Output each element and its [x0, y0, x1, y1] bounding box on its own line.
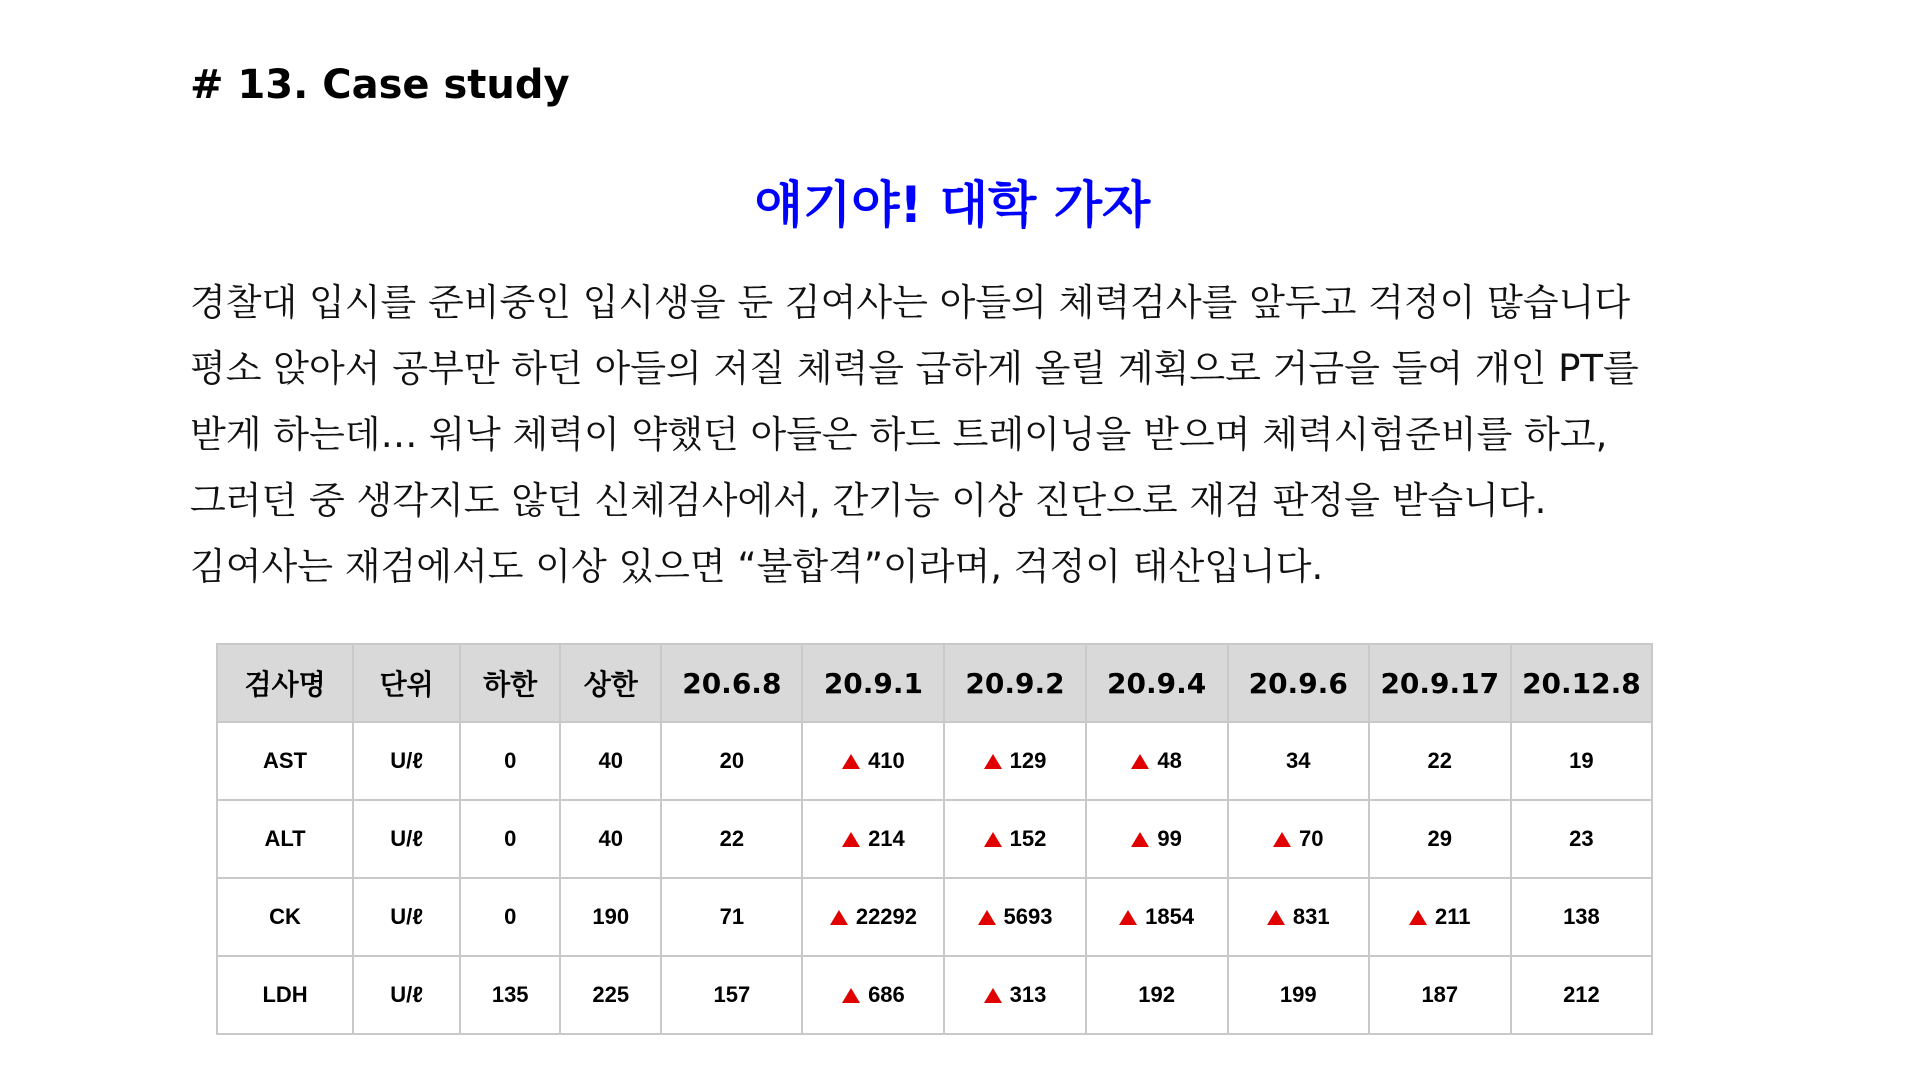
unit-cell: U/ℓ — [353, 956, 460, 1034]
test-name-cell: CK — [217, 878, 353, 956]
result-value: 138 — [1563, 904, 1600, 929]
result-cell — [1086, 800, 1228, 878]
result-cell — [1228, 800, 1369, 878]
triangle-up-icon — [1131, 754, 1149, 769]
result-value: 212 — [1563, 982, 1600, 1007]
result-cell — [1086, 956, 1228, 1034]
result-value: 5693 — [1003, 904, 1053, 929]
result-value: 22 — [1427, 748, 1453, 773]
result-cell — [1228, 722, 1369, 800]
table-header-row — [217, 644, 1652, 722]
result-value: 831 — [1292, 904, 1330, 929]
column-header: 검사명 — [217, 644, 353, 722]
test-name-cell: LDH — [217, 956, 353, 1034]
lower-limit-cell: 135 — [460, 956, 560, 1034]
result-value: 214 — [868, 826, 905, 851]
result-value: 22 — [719, 826, 745, 851]
result-cell — [661, 878, 802, 956]
result-cell — [1511, 956, 1652, 1034]
result-value: 70 — [1298, 826, 1324, 851]
result-cell — [944, 722, 1085, 800]
upper-limit-cell: 40 — [560, 722, 661, 800]
result-cell — [802, 878, 944, 956]
triangle-up-icon — [1119, 910, 1137, 925]
result-value: 48 — [1157, 748, 1182, 773]
column-header: 하한 — [460, 644, 560, 722]
unit-cell: U/ℓ — [353, 722, 460, 800]
column-header: 20.6.8 — [661, 644, 802, 722]
story-line: 경찰대 입시를 준비중인 입시생을 둔 김여사는 아들의 체력검사를 앞두고 걱정이 많습니다 — [190, 281, 1631, 324]
triangle-up-icon — [978, 910, 996, 925]
column-header: 20.9.6 — [1228, 644, 1369, 722]
result-value: 23 — [1569, 826, 1594, 851]
story-line: 평소 앉아서 공부만 하던 아들의 저질 체력을 급하게 올릴 계획으로 거금을 들여 개인 PT를 — [190, 347, 1639, 390]
result-cell — [802, 956, 944, 1034]
result-cell — [944, 800, 1085, 878]
result-value: 192 — [1138, 982, 1175, 1007]
triangle-up-icon — [984, 832, 1002, 847]
result-cell — [1086, 878, 1228, 956]
column-header: 단위 — [353, 644, 460, 722]
story-text — [190, 270, 1750, 600]
result-value: 199 — [1279, 982, 1317, 1007]
table-body — [217, 722, 1652, 1034]
triangle-up-icon — [1273, 832, 1291, 847]
result-value: 22292 — [855, 904, 918, 929]
result-cell — [1511, 800, 1652, 878]
table-row — [217, 956, 1652, 1034]
result-cell — [802, 800, 944, 878]
result-cell — [1369, 722, 1511, 800]
lower-limit-cell: 0 — [460, 722, 560, 800]
unit-cell: U/ℓ — [353, 800, 460, 878]
result-value: 187 — [1421, 982, 1459, 1007]
result-cell — [661, 956, 802, 1034]
result-cell — [1228, 956, 1369, 1034]
result-cell — [1369, 800, 1511, 878]
story-line: 김여사는 재검에서도 이상 있으면 “불합격”이라며, 걱정이 태산입니다. — [190, 545, 1324, 588]
result-cell — [661, 800, 802, 878]
triangle-up-icon — [842, 832, 860, 847]
test-name-cell: AST — [217, 722, 353, 800]
result-cell — [944, 878, 1085, 956]
result-cell — [1086, 722, 1228, 800]
result-value: 34 — [1285, 748, 1311, 773]
story-line: 받게 하는데… 워낙 체력이 약했던 아들은 하드 트레이닝을 받으며 체력시험준비를 하고, — [190, 413, 1608, 456]
lower-limit-cell: 0 — [460, 800, 560, 878]
result-value: 1854 — [1145, 904, 1195, 929]
result-value: 29 — [1427, 826, 1453, 851]
column-header: 20.9.17 — [1369, 644, 1511, 722]
column-header: 20.12.8 — [1511, 644, 1652, 722]
result-cell — [802, 722, 944, 800]
result-value: 20 — [719, 748, 745, 773]
unit-cell: U/ℓ — [353, 878, 460, 956]
result-value: 152 — [1009, 826, 1047, 851]
result-cell — [661, 722, 802, 800]
triangle-up-icon — [984, 988, 1002, 1003]
upper-limit-cell: 225 — [560, 956, 661, 1034]
column-header: 상한 — [560, 644, 661, 722]
test-name-cell: ALT — [217, 800, 353, 878]
lab-results-table — [216, 643, 1653, 1035]
result-value: 19 — [1569, 748, 1594, 773]
table-row — [217, 800, 1652, 878]
story-line: 그러던 중 생각지도 않던 신체검사에서, 간기능 이상 진단으로 재검 판정을 받습니다. — [190, 479, 1547, 522]
result-value: 129 — [1009, 748, 1047, 773]
result-cell — [944, 956, 1085, 1034]
result-value: 313 — [1009, 982, 1047, 1007]
triangle-up-icon — [1131, 832, 1149, 847]
triangle-up-icon — [1267, 910, 1285, 925]
table-row — [217, 878, 1652, 956]
main-title: 얘기야! 대학 가자 — [754, 176, 1151, 234]
column-header: 20.9.2 — [944, 644, 1085, 722]
result-value: 157 — [713, 982, 751, 1007]
result-value: 211 — [1435, 904, 1471, 929]
result-value: 71 — [719, 904, 745, 929]
upper-limit-cell: 190 — [560, 878, 661, 956]
triangle-up-icon — [830, 910, 848, 925]
result-cell — [1369, 956, 1511, 1034]
result-cell — [1228, 878, 1369, 956]
result-cell — [1369, 878, 1511, 956]
result-value: 686 — [868, 982, 905, 1007]
result-cell — [1511, 878, 1652, 956]
column-header: 20.9.4 — [1086, 644, 1228, 722]
section-title: # 13. Case study — [190, 62, 570, 108]
triangle-up-icon — [842, 754, 860, 769]
table-row — [217, 722, 1652, 800]
lower-limit-cell: 0 — [460, 878, 560, 956]
result-value: 99 — [1157, 826, 1182, 851]
result-value: 410 — [868, 748, 905, 773]
triangle-up-icon — [1409, 910, 1427, 925]
column-header: 20.9.1 — [802, 644, 944, 722]
triangle-up-icon — [842, 988, 860, 1003]
upper-limit-cell: 40 — [560, 800, 661, 878]
triangle-up-icon — [984, 754, 1002, 769]
result-cell — [1511, 722, 1652, 800]
